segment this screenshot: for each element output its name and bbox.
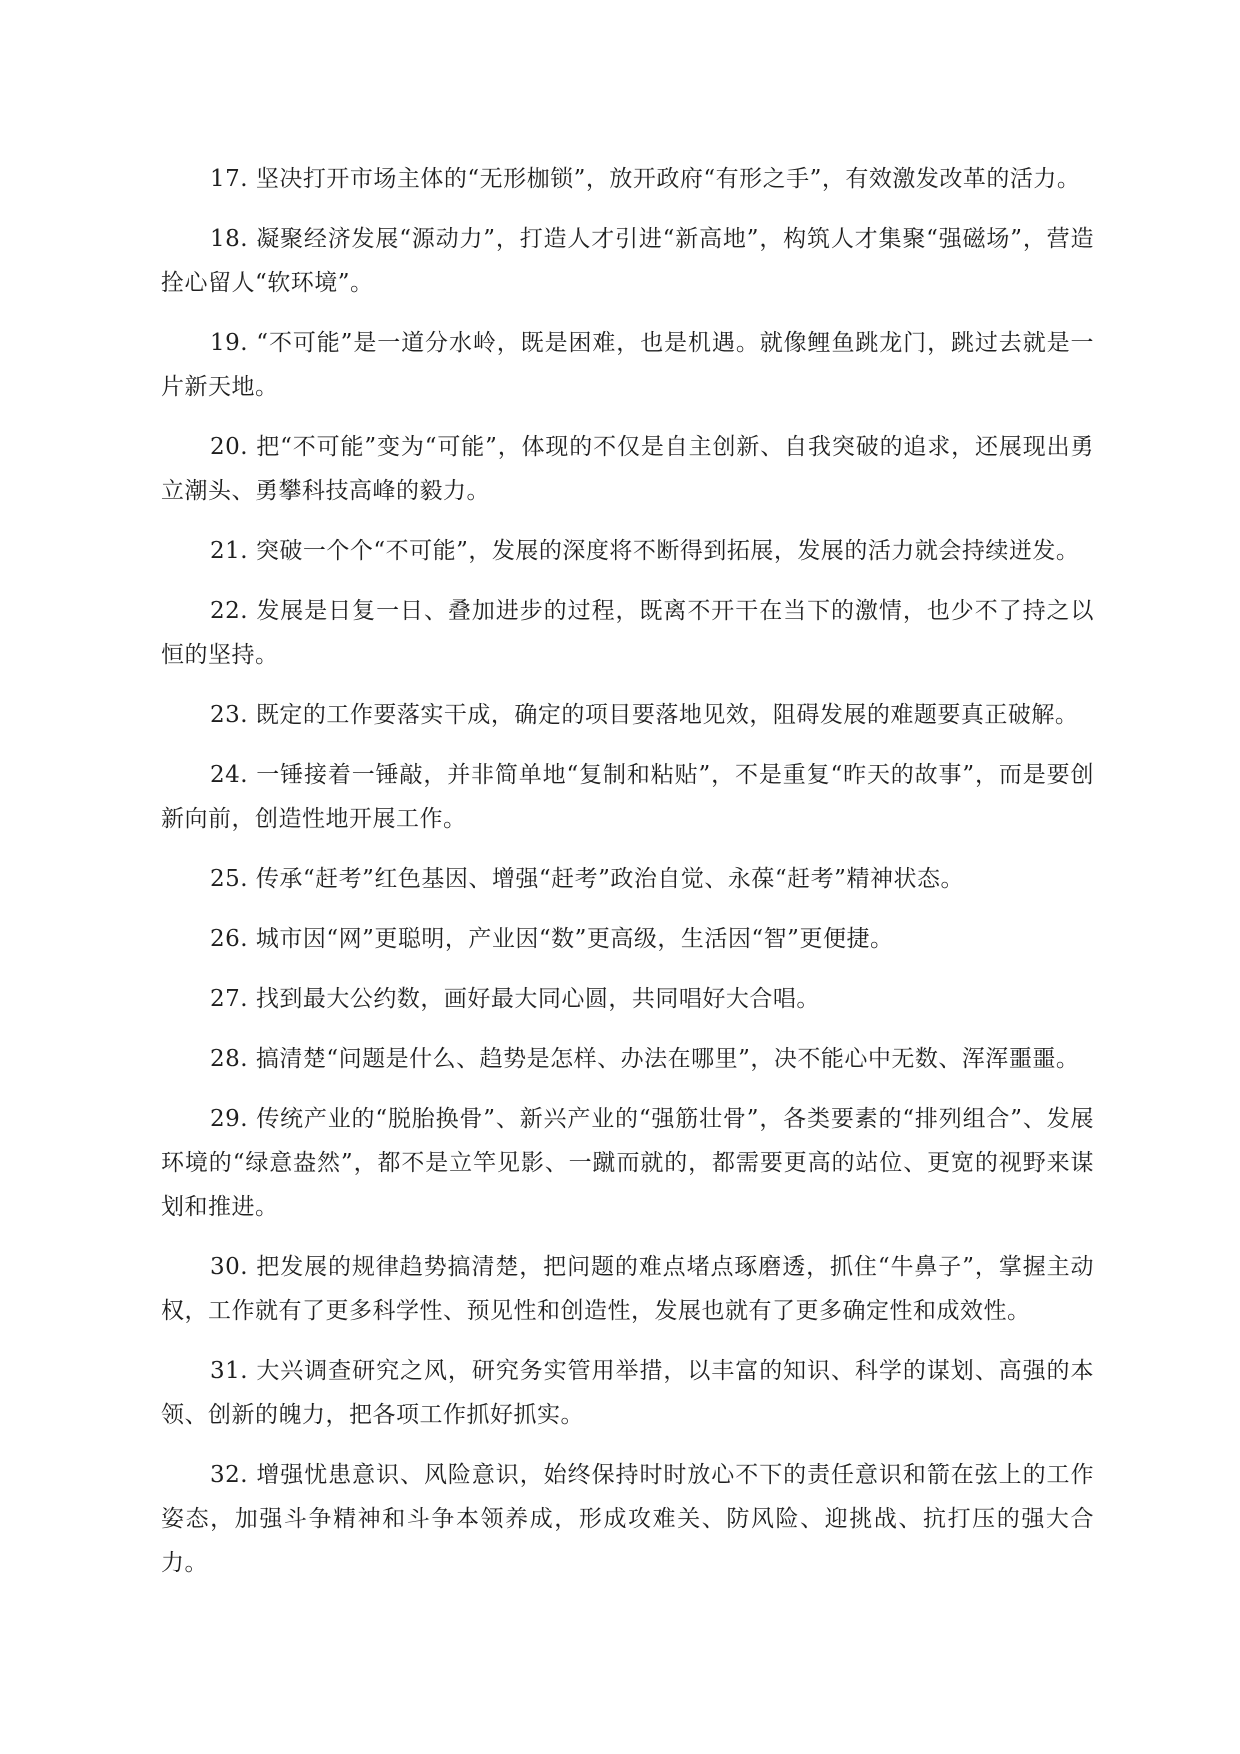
paragraph-29: 29. 传统产业的“脱胎换骨”、新兴产业的“强筋壮骨”，各类要素的“排列组合”、发展环境的“绿意盎然”，都不是立竿见影、一蹴而就的，都需要更高的站位、更宽的视野来谋划和推进。 — [161, 1106, 1094, 1220]
paragraph-27: 27. 找到最大公约数，画好最大同心圆，共同唱好大合唱。 — [210, 986, 820, 1012]
paragraph-21: 21. 突破一个个“不可能”，发展的深度将不断得到拓展，发展的活力就会持续迸发。 — [210, 538, 1080, 564]
paragraph-23: 23. 既定的工作要落实干成，确定的项目要落地见效，阻碍发展的难题要真正破解。 — [210, 702, 1079, 728]
paragraph-31: 31. 大兴调查研究之风，研究务实管用举措，以丰富的知识、科学的谋划、高强的本领、创新的魄力，把各项工作抓好抓实。 — [161, 1358, 1094, 1428]
paragraph-19: 19. “不可能”是一道分水岭，既是困难，也是机遇。就像鲤鱼跳龙门，跳过去就是一片新天地。 — [161, 330, 1094, 400]
document-body — [161, 157, 1094, 1601]
paragraph-22: 22. 发展是日复一日、叠加进步的过程，既离不开干在当下的激情，也少不了持之以恒的坚持。 — [161, 598, 1094, 668]
paragraph-26: 26. 城市因“网”更聪明，产业因“数”更高级，生活因“智”更便捷。 — [210, 926, 894, 952]
paragraph-24: 24. 一锤接着一锤敲，并非简单地“复制和粘贴”，不是重复“昨天的故事”，而是要创新向前，创造性地开展工作。 — [161, 762, 1094, 832]
paragraph-17: 17. 坚决打开市场主体的“无形枷锁”，放开政府“有形之手”，有效激发改革的活力。 — [210, 166, 1081, 192]
paragraph-32: 32. 增强忧患意识、风险意识，始终保持时时放心不下的责任意识和箭在弦上的工作姿态，加强斗争精神和斗争本领养成，形成攻难关、防风险、迎挑战、抗打压的强大合力。 — [161, 1462, 1094, 1576]
paragraph-18: 18. 凝聚经济发展“源动力”，打造人才引进“新高地”，构筑人才集聚“强磁场”，营造拴心留人“软环境”。 — [161, 226, 1094, 296]
paragraph-28: 28. 搞清楚“问题是什么、趋势是怎样、办法在哪里”，决不能心中无数、浑浑噩噩。 — [210, 1046, 1080, 1072]
paragraph-25: 25. 传承“赶考”红色基因、增强“赶考”政治自觉、永葆“赶考”精神状态。 — [210, 866, 964, 892]
paragraph-30: 30. 把发展的规律趋势搞清楚，把问题的难点堵点琢磨透，抓住“牛鼻子”，掌握主动权，工作就有了更多科学性、预见性和创造性，发展也就有了更多确定性和成效性。 — [161, 1254, 1094, 1324]
paragraph-20: 20. 把“不可能”变为“可能”，体现的不仅是自主创新、自我突破的追求，还展现出勇立潮头、勇攀科技高峰的毅力。 — [161, 434, 1094, 504]
